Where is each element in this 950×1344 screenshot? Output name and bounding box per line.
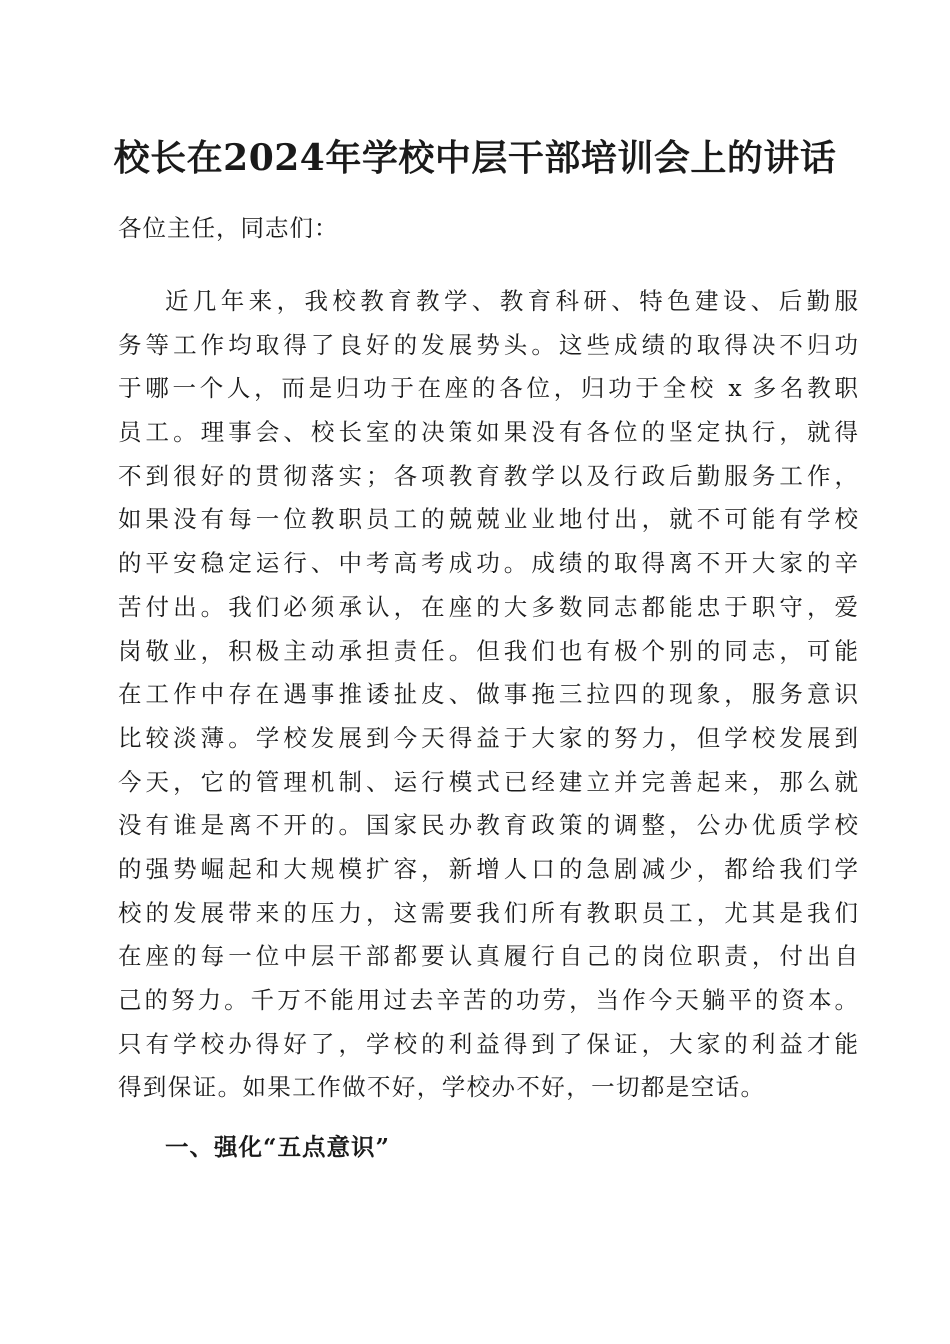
paragraph-line: 不到很好的贯彻落实；各项教育教学以及行政后勤服务工作， [118, 461, 858, 490]
paragraph-line: 只有学校办得好了，学校的利益得到了保证，大家的利益才能 [118, 1029, 858, 1058]
document-title: 校长在2024年学校中层干部培训会上的讲话 [113, 137, 837, 179]
paragraph-line: 的强势崛起和大规模扩容，新增人口的急剧减少，都给我们学 [118, 854, 858, 883]
paragraph-line: 在座的每一位中层干部都要认真履行自己的岗位职责，付出自 [118, 942, 858, 971]
section-heading: 一、强化“五点意识” [165, 1133, 391, 1161]
paragraph-line: 在工作中存在遇事推诿扯皮、做事拖三拉四的现象，服务意识 [118, 680, 858, 709]
paragraph-line: 员工。理事会、校长室的决策如果没有各位的坚定执行，就得 [118, 418, 858, 447]
paragraph-line: 没有谁是离不开的。国家民办教育政策的调整，公办优质学校 [118, 811, 858, 840]
paragraph-line: 比较淡薄。学校发展到今天得益于大家的努力，但学校发展到 [118, 723, 858, 752]
paragraph-line: 己的努力。千万不能用过去辛苦的功劳，当作今天躺平的资本。 [118, 986, 858, 1014]
paragraph-line: 岗敬业，积极主动承担责任。但我们也有极个别的同志，可能 [118, 636, 858, 665]
body-paragraph [118, 280, 858, 1110]
salutation: 各位主任，同志们： [118, 214, 339, 242]
paragraph-line: 得到保证。如果工作做不好，学校办不好，一切都是空话。 [118, 1073, 766, 1102]
paragraph-line: 务等工作均取得了良好的发展势头。这些成绩的取得决不归功 [118, 330, 858, 359]
paragraph-line: 于哪一个人，而是归功于在座的各位，归功于全校 x 多名教职 [118, 374, 858, 403]
paragraph-line: 近几年来，我校教育教学、教育科研、特色建设、后勤服 [165, 287, 858, 315]
paragraph-line: 如果没有每一位教职员工的兢兢业业地付出，就不可能有学校 [118, 505, 858, 534]
paragraph-line: 的平安稳定运行、中考高考成功。成绩的取得离不开大家的辛 [118, 549, 858, 578]
paragraph-line: 校的发展带来的压力，这需要我们所有教职员工，尤其是我们 [118, 898, 858, 927]
paragraph-line: 今天，它的管理机制、运行模式已经建立并完善起来，那么就 [118, 767, 858, 796]
paragraph-line: 苦付出。我们必须承认，在座的大多数同志都能忠于职守，爱 [118, 592, 858, 621]
